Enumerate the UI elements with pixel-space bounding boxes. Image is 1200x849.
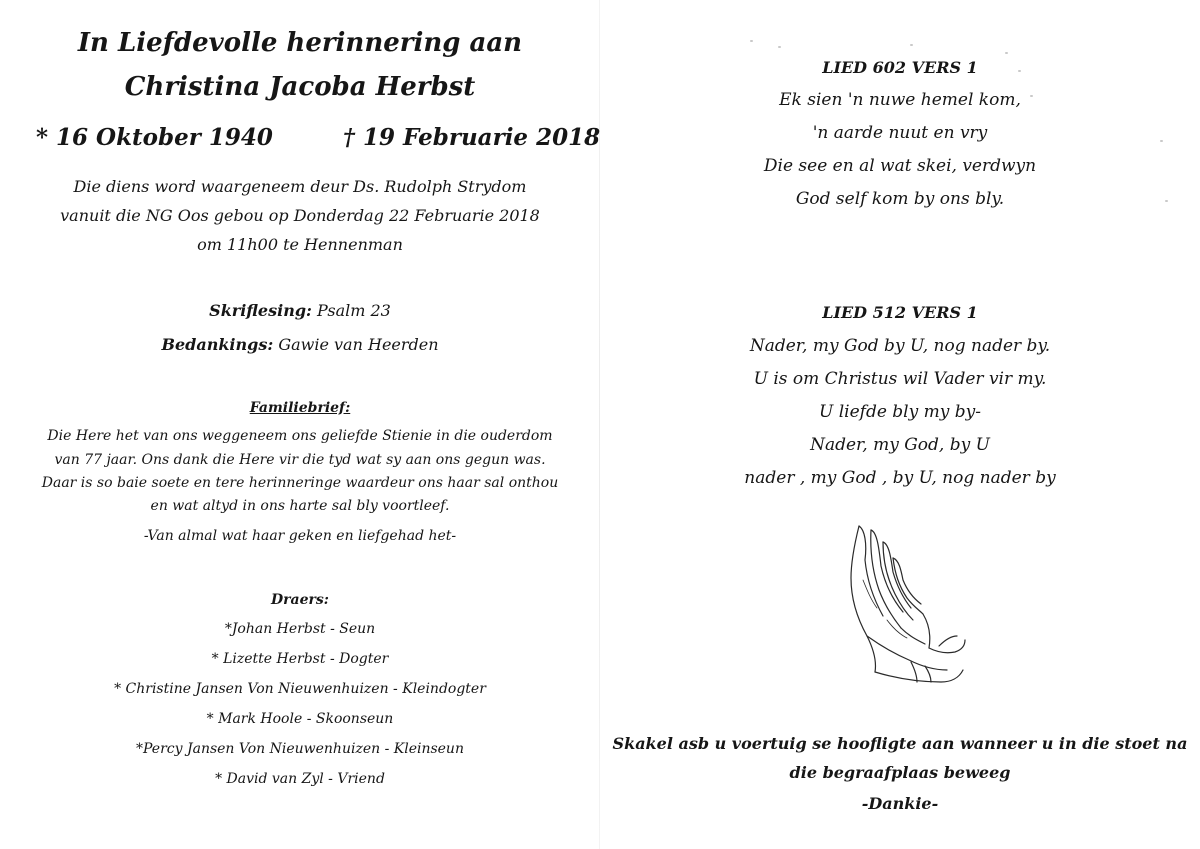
letter-line: en wat altyd in ons harte sal bly voortleef. bbox=[150, 498, 450, 514]
hymn2-line: U is om Christus wil Vader vir my. bbox=[753, 369, 1047, 389]
death-date: † 19 Februarie 2018 bbox=[343, 124, 601, 151]
scripture-label: Skriflesing: bbox=[209, 301, 312, 320]
hymn1-line: God self kom by ons bly. bbox=[795, 189, 1005, 209]
hymn1-line: Ek sien 'n nuwe hemel kom, bbox=[779, 90, 1021, 110]
hymn2-heading: LIED 512 VERS 1 bbox=[822, 303, 978, 322]
footer-thanks: -Dankie- bbox=[861, 794, 939, 813]
letter-line: Daar is so baie soete en tere herinneringe waardeur ons haar sal onthou bbox=[41, 475, 559, 491]
bearer-item: * David van Zyl - Vriend bbox=[215, 771, 385, 787]
thanks-row bbox=[0, 335, 600, 354]
hymn2-line: Nader, my God, by U bbox=[810, 435, 990, 455]
footer-line-1: Skakel asb u voertuig se hoofligte aan wanneer u in die stoet na bbox=[612, 734, 1188, 753]
letter-heading: Familiebrief: bbox=[249, 400, 351, 416]
bearer-item: * Christine Jansen Von Nieuwenhuizen - Kleindogter bbox=[114, 681, 486, 697]
hymn2-line: nader , my God , by U, nog nader by bbox=[744, 468, 1056, 488]
bearer-item: * Mark Hoole - Skoonseun bbox=[206, 711, 394, 727]
hymn2-line: Nader, my God by U, nog nader by. bbox=[749, 336, 1051, 356]
letter-line: van 77 jaar. Ons dank die Here vir die tyd wat sy aan ons gegun was. bbox=[54, 452, 546, 468]
bearers-heading: Draers: bbox=[271, 592, 329, 608]
praying-hands-icon bbox=[837, 520, 967, 689]
bearer-item: *Percy Jansen Von Nieuwenhuizen - Kleinseun bbox=[136, 741, 464, 757]
title-line-1: In Liefdevolle herinnering aan bbox=[77, 28, 523, 58]
footer-line-2: die begraafplaas beweeg bbox=[789, 763, 1011, 782]
scripture-value: Psalm 23 bbox=[317, 301, 391, 320]
hymn1-heading: LIED 602 VERS 1 bbox=[822, 58, 978, 77]
thanks-value: Gawie van Heerden bbox=[278, 335, 439, 354]
letter-line: Die Here het van ons weggeneem ons geliefde Stienie in die ouderdom bbox=[47, 428, 553, 444]
hymn2-line: U liefde bly my by- bbox=[819, 402, 981, 422]
thanks-label: Bedankings: bbox=[161, 335, 274, 354]
service-line-2: vanuit die NG Oos gebou op Donderdag 22 Februarie 2018 bbox=[60, 206, 540, 225]
service-line-3: om 11h00 te Hennenman bbox=[197, 235, 403, 254]
scripture-row bbox=[0, 301, 600, 320]
service-line-1: Die diens word waargeneem deur Ds. Rudolph Strydom bbox=[73, 177, 527, 196]
hymn1-line: 'n aarde nuut en vry bbox=[812, 123, 988, 143]
birth-date: * 16 Oktober 1940 bbox=[36, 124, 273, 151]
title-line-2: Christina Jacoba Herbst bbox=[124, 72, 476, 102]
bearer-item: *Johan Herbst - Seun bbox=[224, 621, 376, 637]
hymn1-line: Die see en al wat skei, verdwyn bbox=[763, 156, 1037, 176]
right-page bbox=[600, 0, 1200, 849]
bearer-item: * Lizette Herbst - Dogter bbox=[211, 651, 389, 667]
letter-signoff: -Van almal wat haar geken en liefgehad het- bbox=[143, 528, 457, 544]
